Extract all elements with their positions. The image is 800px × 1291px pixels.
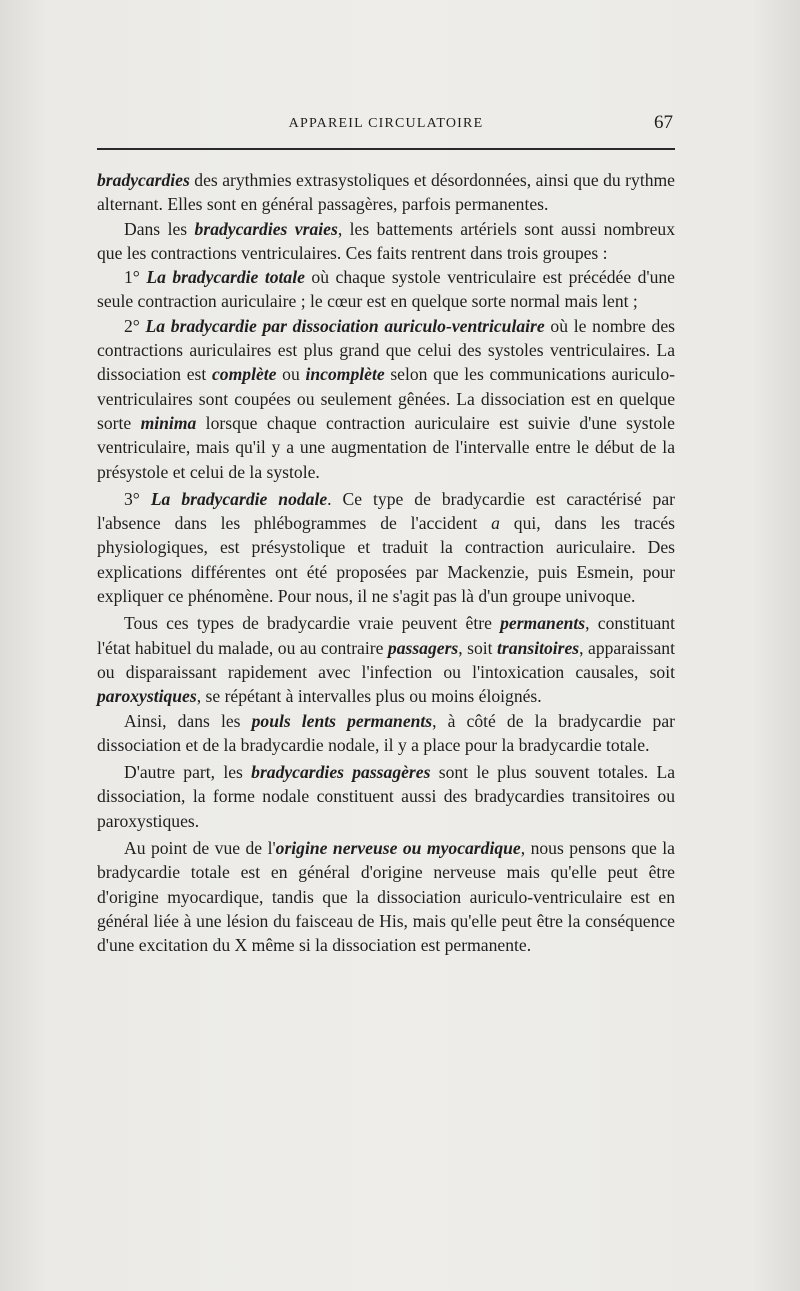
paragraph-nodal-bradycardia: 3° La bradycardie nodale. Ce type de bradycardie est caractérisé par l'absence dans les phlébogrammes de l'accident a qui, dans les tracés physiologiques, est présystolique et traduit la contraction auriculaire. Des explications différentes ont été proposées par Mackenzie, puis Esmein, pour expliquer ce phénomène. Pour nous, il ne s'agit pas là d'un groupe univoque. [97, 488, 675, 607]
paragraph-continuation: bradycardies des arythmies extrasystoliques et désordonnées, ainsi que du rythme alternant. Elles sont en général passagères, parfois permanentes. [97, 170, 675, 215]
header-rule [97, 148, 675, 150]
paragraph-dissociation-bradycardia: 2° La bradycardie par dissociation auriculo-ventriculaire où le nombre des contractions auriculaires est plus grand que celui des systoles ventriculaires. La dissociation est complète ou incomplète selon que les communications auriculo-ventriculaires sont coupées ou seulement gênées. La dissociation est en quelque sorte minima lorsque chaque contraction auriculaire est suivie d'une systole ventriculaire, mais qu'il y a une augmentation de l'intervalle entre le début de la présystole et celui de la systole. [97, 315, 676, 482]
body-text [97, 168, 675, 958]
paragraph-permanent-slow-pulse: Ainsi, dans les pouls lents permanents, à côté de la bradycardie par dissociation et de la bradycardie nodale, il y a place pour la bradycardie totale. [97, 710, 675, 755]
paragraph-nervous-origin: Au point de vue de l'origine nerveuse ou myocardique, nous pensons que la bradycardie totale est en général d'origine nerveuse mais qu'elle peut être d'origine myocardique, tandis que la dissociation auriculo-ventriculaire est en général liée à une lésion du faisceau de His, mais qu'elle peut être la conséquence d'une excitation du X même si la dissociation est permanente. [97, 838, 675, 956]
paragraph-types-duration: Tous ces types de bradycardie vraie peuvent être permanents, constituant l'état habituel du malade, ou au contraire passagers, soit transitoires, apparaissant ou disparaissant rapidement avec l'infection ou l'intoxication causales, soit paroxystiques, se répétant à intervalles plus ou moins éloignés. [97, 613, 675, 707]
running-head: APPAREIL CIRCULATOIRE [288, 116, 484, 131]
page-number: 67 [654, 112, 673, 133]
paragraph-total-bradycardia: 1° La bradycardie totale où chaque systole ventriculaire est précédée d'une seule contraction auriculaire ; le cœur est en quelque sorte normal mais lent ; [97, 267, 675, 312]
page-header [97, 112, 675, 138]
paragraph-passing-bradycardias: D'autre part, les bradycardies passagères sont le plus souvent totales. La dissociation, la forme nodale constituent aussi des bradycardies transitoires ou paroxystiques. [97, 762, 676, 831]
paragraph-true-bradycardias: Dans les bradycardies vraies, les battements artériels sont aussi nombreux que les contractions ventriculaires. Ces faits rentrent dans trois groupes : [97, 218, 675, 263]
